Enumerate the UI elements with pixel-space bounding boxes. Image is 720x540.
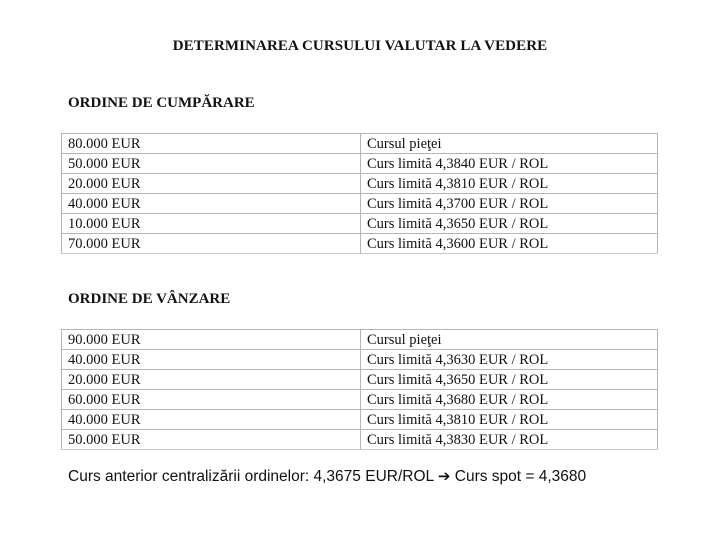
page-title: DETERMINAREA CURSULUI VALUTAR LA VEDERE (172, 38, 548, 54)
buy-orders-heading: ORDINE DE CUMPĂRARE (68, 95, 255, 111)
spot-rate-text: Curs spot = 4,3680 (454, 468, 587, 485)
table-row (62, 370, 658, 390)
table-row (62, 390, 658, 410)
order-price-condition: Curs limită 4,3630 EUR / ROL (361, 350, 658, 370)
order-price-condition: Curs limită 4,3810 EUR / ROL (361, 410, 658, 430)
buy-orders-table (61, 133, 658, 254)
order-quantity: 90.000 EUR (62, 330, 361, 350)
table-row (62, 430, 658, 450)
order-quantity: 40.000 EUR (62, 350, 361, 370)
order-quantity: 50.000 EUR (62, 154, 361, 174)
table-row (62, 154, 658, 174)
order-price-condition: Curs limită 4,3650 EUR / ROL (361, 370, 658, 390)
order-price-condition: Curs limită 4,3700 EUR / ROL (361, 194, 658, 214)
order-price-condition: Curs limită 4,3600 EUR / ROL (361, 234, 658, 254)
table-row (62, 350, 658, 370)
previous-rate-text: Curs anterior centralizării ordinelor: 4,3675 EUR/ROL (68, 468, 434, 485)
table-row (62, 214, 658, 234)
right-arrow-icon: ➔ (437, 467, 451, 485)
order-price-condition: Cursul pieţei (361, 134, 658, 154)
order-price-condition: Cursul pieţei (361, 330, 658, 350)
order-price-condition: Curs limită 4,3810 EUR / ROL (361, 174, 658, 194)
table-row (62, 174, 658, 194)
order-price-condition: Curs limită 4,3680 EUR / ROL (361, 390, 658, 410)
table-row (62, 134, 658, 154)
order-quantity: 80.000 EUR (62, 134, 361, 154)
order-quantity: 20.000 EUR (62, 174, 361, 194)
table-row (62, 410, 658, 430)
order-quantity: 70.000 EUR (62, 234, 361, 254)
table-row (62, 330, 658, 350)
table-row (62, 194, 658, 214)
order-price-condition: Curs limită 4,3830 EUR / ROL (361, 430, 658, 450)
sell-orders-table (61, 329, 658, 450)
sell-orders-heading: ORDINE DE VÂNZARE (68, 291, 231, 307)
order-quantity: 40.000 EUR (62, 410, 361, 430)
order-price-condition: Curs limită 4,3650 EUR / ROL (361, 214, 658, 234)
rate-summary (68, 467, 586, 486)
table-row (62, 234, 658, 254)
order-quantity: 40.000 EUR (62, 194, 361, 214)
order-price-condition: Curs limită 4,3840 EUR / ROL (361, 154, 658, 174)
order-quantity: 10.000 EUR (62, 214, 361, 234)
order-quantity: 60.000 EUR (62, 390, 361, 410)
order-quantity: 20.000 EUR (62, 370, 361, 390)
order-quantity: 50.000 EUR (62, 430, 361, 450)
